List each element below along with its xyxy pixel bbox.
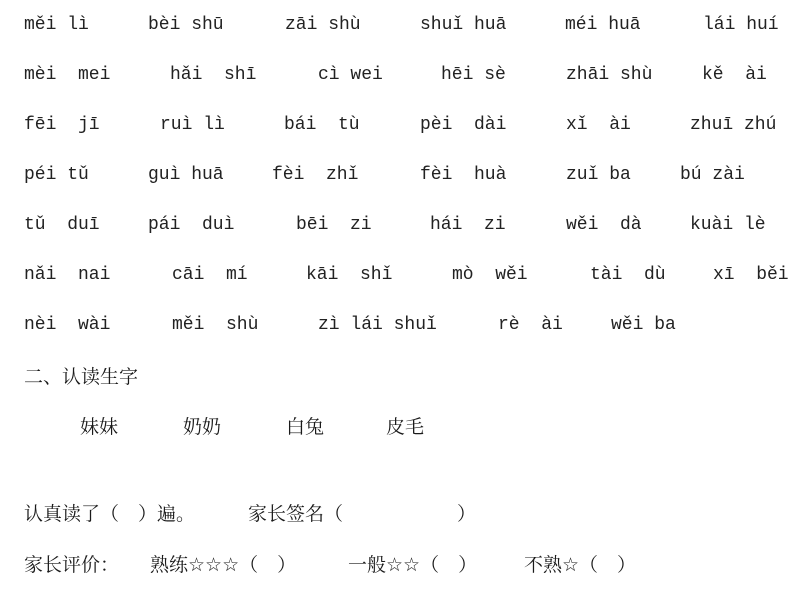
pinyin-word: hēi sè — [441, 65, 506, 85]
pinyin-word: lái huí — [703, 15, 779, 35]
pinyin-word: xī běi — [713, 265, 789, 285]
pinyin-word: měi shù — [172, 315, 259, 335]
pinyin-word: mèi mei — [24, 65, 111, 85]
evaluation-average: 一般☆☆（ ） — [348, 554, 478, 576]
pinyin-word: měi lì — [24, 15, 89, 35]
pinyin-word: xǐ ài — [566, 115, 631, 135]
pinyin-word: nǎi nai — [24, 265, 111, 285]
pinyin-word: tài dù — [590, 265, 666, 285]
character-word-3: 白兔 — [286, 416, 325, 438]
pinyin-word: tǔ duī — [24, 215, 100, 235]
pinyin-word: fèi huà — [420, 165, 507, 185]
pinyin-word: rè ài — [498, 315, 563, 335]
pinyin-word: wěi dà — [566, 215, 642, 235]
pinyin-row — [0, 260, 811, 290]
pinyin-word: zhuī zhú — [690, 115, 777, 135]
pinyin-word: hái zi — [430, 215, 506, 235]
pinyin-word: mò wěi — [452, 265, 528, 285]
pinyin-word: shuǐ huā — [420, 15, 507, 35]
pinyin-word: zì lái shuǐ — [318, 315, 437, 335]
pinyin-word: guì huā — [148, 165, 224, 185]
pinyin-word: ruì lì — [160, 115, 225, 135]
pinyin-word: méi huā — [565, 15, 641, 35]
evaluation-fluent: 熟练☆☆☆（ ） — [150, 554, 297, 576]
pinyin-word: cì wei — [318, 65, 383, 85]
pinyin-word: kuài lè — [690, 215, 766, 235]
pinyin-word: péi tǔ — [24, 165, 89, 185]
pinyin-word: fèi zhǐ — [272, 165, 359, 185]
section-two-heading: 二、认读生字 — [24, 366, 139, 388]
pinyin-word: zuǐ ba — [566, 165, 631, 185]
pinyin-word: hǎi shī — [170, 65, 257, 85]
pinyin-row — [0, 310, 811, 340]
pinyin-row — [0, 60, 811, 90]
pinyin-word: wěi ba — [611, 315, 676, 335]
pinyin-word: bèi shū — [148, 15, 224, 35]
pinyin-word: zāi shù — [285, 15, 361, 35]
evaluation-not-fluent: 不熟☆（ ） — [524, 554, 637, 576]
pinyin-word: zhāi shù — [566, 65, 653, 85]
pinyin-word: cāi mí — [172, 265, 248, 285]
pinyin-row — [0, 110, 811, 140]
pinyin-word: pái duì — [148, 215, 235, 235]
pinyin-word: nèi wài — [24, 315, 111, 335]
pinyin-row — [0, 10, 811, 40]
pinyin-word: bēi zi — [296, 215, 372, 235]
pinyin-word: pèi dài — [420, 115, 507, 135]
pinyin-word: kě ài — [702, 65, 767, 85]
pinyin-word: kāi shǐ — [306, 265, 393, 285]
character-word-1: 妹妹 — [80, 416, 119, 438]
pinyin-word: bái tù — [284, 115, 360, 135]
character-word-4: 皮毛 — [386, 416, 425, 438]
pinyin-word: bú zài — [680, 165, 745, 185]
parent-signature-line: 家长签名（ ） — [248, 503, 477, 525]
evaluation-label: 家长评价： — [24, 554, 120, 576]
pinyin-row — [0, 210, 811, 240]
read-times-line: 认真读了（ ）遍。 — [24, 503, 196, 525]
character-word-2: 奶奶 — [183, 416, 222, 438]
pinyin-row — [0, 160, 811, 190]
pinyin-word: fēi jī — [24, 115, 100, 135]
